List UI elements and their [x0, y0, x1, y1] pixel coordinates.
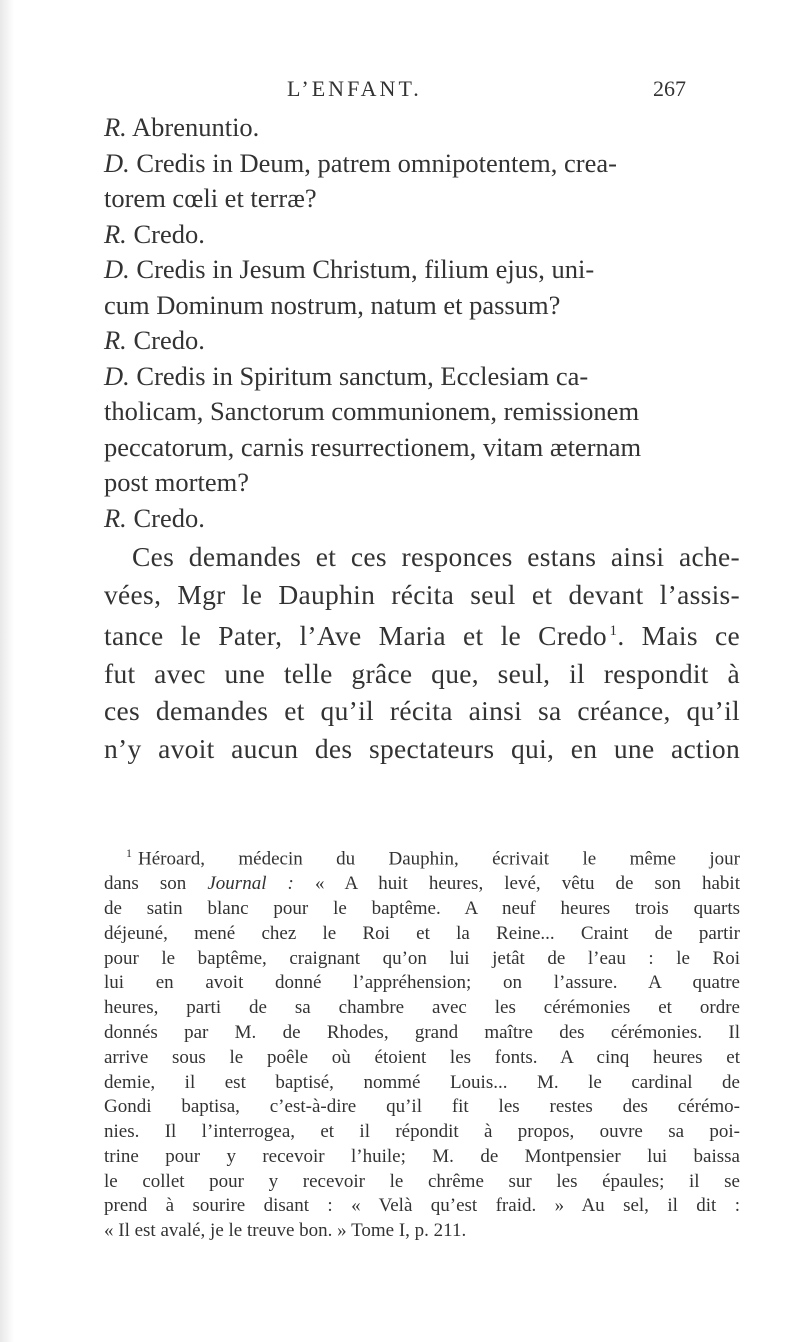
dialogue-text: torem cœli et terræ? [104, 183, 317, 213]
speaker-label: D. [104, 147, 130, 178]
dialogue-text: Credo. [133, 325, 205, 355]
footnote-line: Gondi baptisa, c’est-à-dire qu’il fit les restes des cérémo- [104, 1096, 740, 1118]
main-text [104, 110, 740, 767]
dialogue-text: peccatorum, carnis resurrectionem, vitam æternam [104, 431, 642, 462]
paragraph-line: Ces demandes et ces responces estans ainsi ache- [132, 541, 740, 572]
footnote-line: nies. Il l’interrogea, et il répondit à propos, ouvre sa poi- [104, 1121, 740, 1143]
dialogue-text: cum Dominum nostrum, natum et passum? [104, 289, 561, 320]
footnote-line [104, 872, 740, 897]
dialogue-line [104, 252, 740, 323]
footnote-line [104, 841, 740, 872]
paragraph-line: vées, Mgr le Dauphin récita seul et devant l’assis- [104, 578, 740, 610]
footnote-line: prend à sourire disant : « Velà qu’est fraid. » Au sel, il dit : [104, 1195, 740, 1217]
dialogue-line [104, 323, 740, 359]
dialogue-text: Credis in Jesum Christum, filium ejus, uni- [136, 254, 595, 284]
paragraph [104, 538, 740, 767]
dialogue-line [104, 501, 740, 537]
paragraph-line-text: tance le Pater, l’Ave Maria et le Credo [104, 620, 607, 652]
footnote-marker: 1 [126, 846, 132, 860]
dialogue-text: tholicam, Sanctorum communionem, remissionem [104, 396, 640, 426]
footnote-text: dans son [104, 873, 187, 895]
paragraph-line [104, 613, 740, 655]
footnote-line: arrive sous le poêle où étoient les fonts. A cinq heures et [104, 1046, 740, 1068]
speaker-label: D. [104, 254, 130, 284]
footnote-line: demie, il est baptisé, nommé Louis... M. le cardinal de [104, 1071, 740, 1093]
dialogue-line [104, 217, 740, 253]
running-head [0, 76, 800, 106]
dialogue-text: post mortem? [104, 467, 249, 497]
speaker-label: R. [104, 502, 127, 533]
footnote [104, 841, 740, 1244]
speaker-label: R. [104, 112, 127, 142]
paragraph-line: fut avec une telle grâce que, seul, il respondit à [104, 657, 740, 689]
speaker-label: R. [104, 325, 127, 355]
dialogue-line [104, 146, 740, 217]
speaker-label: R. [104, 218, 127, 249]
footnote-line: lui en avoit donné l’appréhension; on l’assure. A quatre [104, 972, 740, 994]
footnote-line: le collet pour y recevoir le chrême sur les épaules; il se [104, 1170, 740, 1192]
paragraph-line: ces demandes et qu’il récita ainsi sa créance, qu’il [104, 695, 740, 727]
page-edge-shadow [0, 0, 14, 1342]
paragraph-line: n’y avoit aucun des spectateurs qui, en une action [104, 732, 740, 764]
speaker-label: D. [104, 360, 130, 391]
dialogue-text: Credo. [133, 502, 205, 533]
footnote-line: de satin blanc pour le baptême. A neuf heures trois quarts [104, 897, 740, 919]
footnote-line: trine pour y recevoir l’huile; M. de Montpensier lui baissa [104, 1145, 740, 1167]
footnote-line: pour le baptême, craignant qu’on lui jetât de l’eau : le Roi [104, 947, 740, 969]
dialogue-text: Credis in Spiritum sanctum, Ecclesiam ca- [136, 360, 589, 391]
running-title: L’ENFANT. [287, 76, 422, 101]
paragraph-line-text: . Mais ce [617, 620, 740, 652]
footnote-text: Héroard, médecin du Dauphin, écrivait le même jour [138, 848, 740, 870]
footnote-line: donnés par M. de Rhodes, grand maître des cérémonies. Il [104, 1021, 740, 1043]
dialogue-text: Credis in Deum, patrem omnipotentem, crea- [136, 147, 617, 178]
footnote-line: heures, parti de sa chambre avec les cérémonies et ordre [104, 997, 740, 1019]
footnote-reference: 1 [609, 623, 618, 639]
footnote-text: « A huit heures, levé, vêtu de son habit [293, 873, 740, 895]
footnote-line: « Il est avalé, je le treuve bon. » Tome I, p. 211. [104, 1220, 467, 1242]
footnote-line: déjeuné, mené chez le Roi et la Reine... Craint de partir [104, 922, 740, 944]
dialogue-text: Credo. [133, 218, 205, 249]
dialogue-line [104, 359, 740, 501]
dialogue-text: Abrenuntio. [131, 112, 260, 142]
journal-title: Journal : [207, 873, 294, 895]
dialogue-line [104, 110, 740, 146]
page-number: 267 [653, 76, 686, 101]
